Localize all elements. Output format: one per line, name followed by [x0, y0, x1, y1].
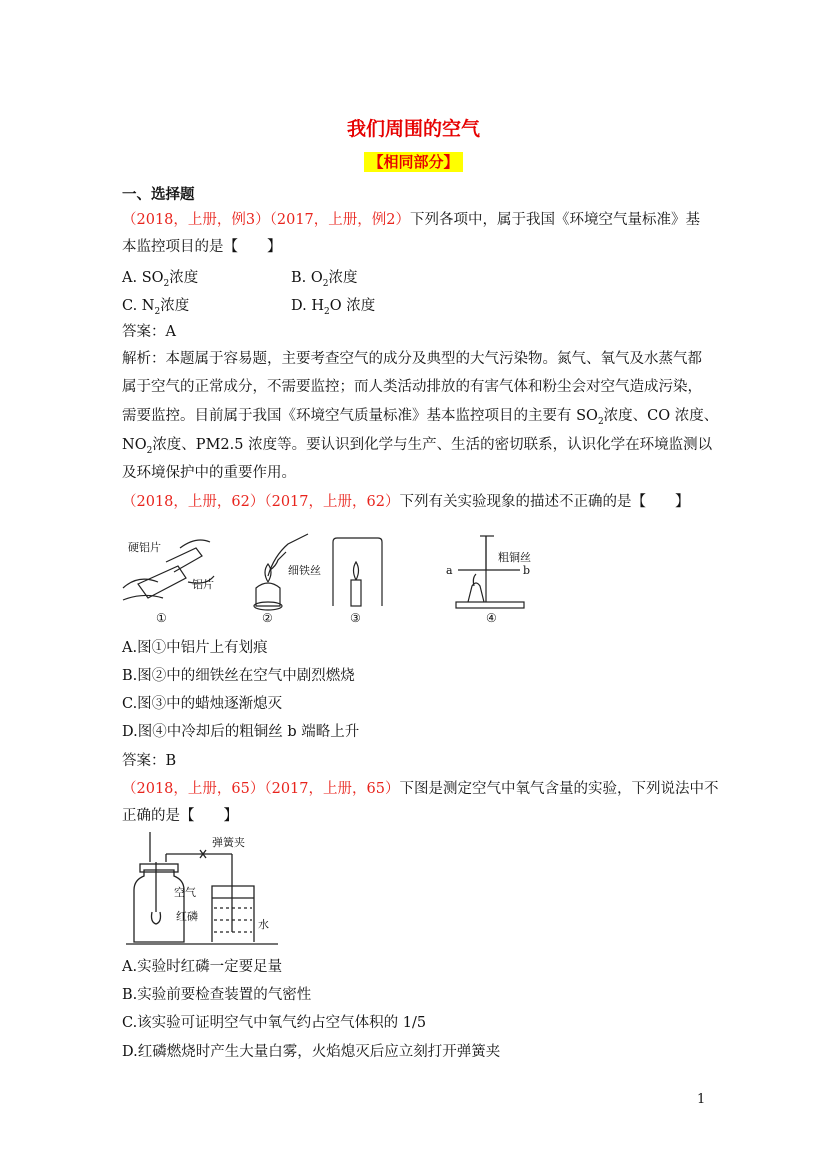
label-n1: ①	[156, 611, 167, 625]
q1-stem-a: 下列各项中，属于我国《环境空气量标准》基	[410, 212, 701, 228]
label-clip: 弹簧夹	[212, 836, 245, 849]
q3-option-b: B.实验前要检查装置的气密性	[122, 987, 312, 1003]
label-n4: ④	[486, 611, 497, 625]
q1-source: （2018，上册，例3）（2017，上册，例2）	[122, 212, 411, 228]
page-number: 1	[697, 1092, 706, 1107]
q2-option-c: C.图③中的蜡烛逐渐熄灭	[122, 696, 283, 712]
q1-option-b: B. $O_2$浓度	[291, 270, 358, 289]
q2-option-b: B.图②中的细铁丝在空气中剧烈燃烧	[122, 668, 355, 684]
q1-stem-b: 本监控项目的是【 】	[122, 239, 282, 255]
q2-answer: 答案：B	[122, 753, 177, 769]
q1-stem-line1	[122, 210, 700, 230]
label-b: b	[523, 564, 531, 577]
q3-source: （2018，上册，65）（2017，上册，65）	[122, 781, 400, 797]
label-water: 水	[258, 918, 269, 931]
q2-option-d: D.图④中冷却后的粗铜丝 b 端略上升	[122, 724, 360, 740]
q1-analysis-3: 需要监控。目前属于我国《环境空气质量标准》基本监控项目的主要有 $SO_2$浓度、CO 浓度、	[122, 408, 719, 427]
fig4-copper-balance	[456, 536, 524, 608]
label-red-phosphorus: 红磷	[176, 910, 198, 923]
q1-answer: 答案：A	[122, 324, 176, 340]
label-air: 空气	[174, 886, 196, 899]
label-a: a	[446, 564, 453, 577]
q2-option-a: A.图①中铝片上有划痕	[122, 640, 268, 656]
page-title: 我们周围的空气	[346, 118, 480, 140]
q1-option-c: C. $N_2$浓度	[122, 298, 190, 317]
label-al: 铝片	[192, 578, 214, 591]
q1-analysis-1: 解析：本题属于容易题，主要考查空气的成分及典型的大气污染物。氮气、氧气及水蒸气都	[122, 351, 702, 367]
section-heading: 一、选择题	[122, 186, 195, 203]
label-n2: ②	[262, 611, 273, 625]
label-hard-al: 硬铝片	[128, 541, 161, 554]
q1-analysis-2: 属于空气的正常成分，不需要监控；而人类活动排放的有害气体和粉尘会对空气造成污染，	[122, 379, 702, 395]
q3-option-d: D.红磷燃烧时产生大量白雾，火焰熄灭后应立刻打开弹簧夹	[122, 1044, 501, 1060]
q3-stem-b: 正确的是【 】	[122, 808, 238, 824]
q1-option-d: D. $H_2O$ 浓度	[291, 298, 376, 317]
q1-option-a: A. $SO_2$浓度	[122, 270, 199, 289]
q2-stem: （2018，上册，62）（2017，上册，62）下列有关实验现象的描述不正确的是【 】	[122, 494, 690, 510]
apparatus-drawing	[126, 832, 278, 944]
section-tag: 【相同部分】	[0, 151, 827, 172]
label-fe-wire: 细铁丝	[288, 564, 321, 577]
q3-oxygen-apparatus-figure	[122, 832, 282, 948]
q3-stem-line1: （2018，上册，65）（2017，上册，65）下图是测定空气中氧气含量的实验，下列说法中不	[122, 781, 719, 797]
q2-experiment-figure	[118, 526, 558, 630]
label-n3: ③	[350, 611, 361, 625]
q3-option-c: C.该实验可证明空气中氧气约占空气体积的 1/5	[122, 1015, 427, 1031]
q2-source: （2018，上册，62）（2017，上册，62）	[122, 494, 400, 510]
q1-analysis-5: 及环境保护中的重要作用。	[122, 465, 296, 481]
q3-option-a: A.实验时红磷一定要足量	[122, 959, 283, 975]
q1-analysis-4: $NO_2$浓度、PM2.5 浓度等。要认识到化学与生产、生活的密切联系，认识化学在环境监测以	[122, 437, 713, 456]
label-cu-wire: 粗铜丝	[498, 551, 531, 564]
fig3-candle-beaker	[333, 538, 382, 606]
